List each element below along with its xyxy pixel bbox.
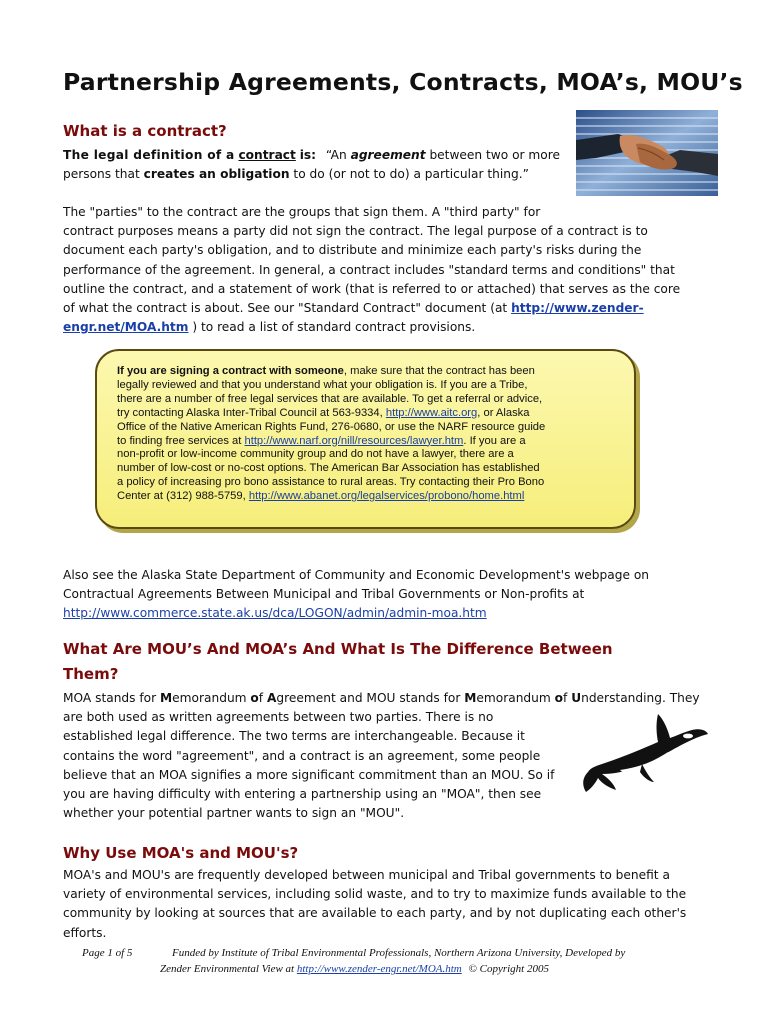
handshake-icon — [576, 110, 718, 196]
callout-line: legally reviewed and that you understand what your obligation is. If you are a Tribe, — [117, 378, 528, 391]
para-line7-end: ) to read a list of standard contract provisions. — [192, 320, 476, 335]
callout-line: try contacting Alaska Inter-Tribal Council at 563-9334, — [117, 406, 383, 419]
def-contract: contract — [238, 148, 296, 162]
page-number: Page 1 of 5 — [82, 947, 133, 959]
callout-line: , or Alaska — [477, 406, 530, 419]
aba-link[interactable]: http://www.abanet.org/legalservices/probono/home.html — [248, 490, 525, 503]
mou-line: whether your potential partner wants to sign an "MOU". — [63, 806, 405, 821]
text-run: M — [464, 691, 477, 705]
also-see-line: Also see the Alaska State Department of Community and Economic Development's webpage on — [63, 568, 650, 582]
also-see-paragraph — [63, 566, 713, 624]
para-line: document each party's obligation, and to distribute and minimize each party's risks during the — [63, 243, 642, 258]
text-run: nderstanding. They — [581, 691, 700, 705]
footer-copyright: © Copyright 2005 — [468, 963, 549, 975]
handshake-image — [576, 110, 718, 196]
para-line: performance of the agreement. In general, a contract includes "standard terms and conditions" that — [63, 262, 675, 277]
text-run: A — [266, 691, 277, 705]
orca-icon — [580, 712, 712, 796]
narf-link[interactable]: http://www.narf.org/nill/resources/lawyer.htm — [244, 434, 464, 447]
aitc-link[interactable]: http://www.aitc.org — [385, 406, 478, 419]
also-see-line: Contractual Agreements Between Municipal and Tribal Governments or Non-profits at — [63, 587, 585, 602]
text-run: o — [250, 691, 259, 705]
text-run: greement and MOU stands for — [276, 691, 465, 705]
contract-paragraph — [63, 203, 713, 337]
text-run: MOA stands for — [63, 691, 161, 705]
section-heading-mou-moa-cont: Them? — [63, 665, 119, 683]
para-line6-start: of what the contract is about. See our "Standard Contract" document (at — [63, 301, 508, 316]
def-line2-end: to do (or not to do) a particular thing.” — [293, 167, 529, 182]
text-run: M — [160, 691, 173, 705]
why-line: MOA's and MOU's are frequently developed between municipal and Tribal governments to benefit a — [63, 868, 670, 882]
def-creates: creates an obligation — [143, 167, 290, 182]
para-line: contract purposes means a party did not sign the contract. The legal purpose of a contract is to — [63, 224, 648, 239]
callout-line: , make sure that the contract has been — [343, 365, 535, 377]
callout-line: Office of the Native American Rights Fund, 276-0680, or use the NARF resource guide — [117, 420, 546, 433]
text-run: emorandum — [476, 691, 555, 705]
def-quote-open: “An — [325, 148, 347, 162]
callout-line: number of low-cost or no-cost options. The American Bar Association has established — [117, 462, 540, 475]
para-line: outline the contract, and a statement of work (that is referred to or attached) that serves as the core — [63, 281, 681, 296]
footer-link[interactable]: http://www.zender-engr.net/MOA.htm — [296, 963, 462, 975]
def-lead: The legal definition of a — [63, 148, 235, 162]
text-run: U — [571, 691, 582, 705]
def-is: is: — [299, 148, 317, 162]
callout-line: to finding free services at — [117, 434, 242, 447]
callout-line: Center at (312) 988-5759, — [117, 490, 246, 503]
callout-line: there are a number of free legal services that are available. To get a referral or advice, — [117, 392, 543, 405]
callout-line: non-profit or low-income community group and do not have a lawyer, there are a — [117, 448, 514, 461]
why-use-paragraph — [63, 866, 713, 943]
footer-funded: Funded by Institute of Tribal Environmental Professionals, Northern Arizona University, Developed by — [172, 947, 626, 959]
callout-bold-lead: If you are signing a contract with someone — [117, 365, 344, 377]
mou-line: you are having difficulty with entering a partnership using an "MOA", then see — [63, 787, 542, 802]
mou-line: believe that an MOA signifies a more significant commitment than an MOU. So if — [63, 767, 555, 782]
standard-contract-link-cont[interactable]: engr.net/MOA.htm — [63, 320, 189, 335]
text-run: o — [554, 691, 564, 705]
mou-line: contains the word "agreement", and a contract is an agreement, some people — [63, 748, 541, 763]
footer-line2-start: Zender Environmental View at — [160, 963, 295, 975]
section-heading-mou-moa: What Are MOU’s And MOA’s And What Is The Difference Between — [63, 640, 613, 658]
mou-line: are both used as written agreements between two parties. There is no — [63, 710, 494, 725]
text-run: f — [563, 691, 572, 705]
standard-contract-link[interactable]: http://www.zender- — [511, 301, 644, 316]
def-line2-start: persons that — [63, 167, 140, 182]
callout-line: a policy of increasing pro bono assistance to rural areas. Try contacting their Pro Bono — [117, 476, 545, 489]
why-line: community by looking at sources that are available to each party, and by not duplicating each other's — [63, 906, 687, 921]
para-line: The "parties" to the contract are the groups that sign them. A "third party" for — [63, 205, 541, 219]
mou-line: established legal difference. The two terms are interchangeable. Because it — [63, 729, 525, 744]
callout-text — [117, 365, 614, 504]
def-line1-end: between two or more — [429, 148, 561, 162]
callout-line: . If you are a — [463, 434, 526, 447]
page-title: Partnership Agreements, Contracts, MOA’s, MOU’s — [63, 68, 743, 96]
why-line: efforts. — [63, 925, 107, 940]
section-heading-why-use: Why Use MOA's and MOU's? — [63, 844, 299, 862]
text-run: f — [258, 691, 267, 705]
orca-image — [580, 712, 712, 796]
section-heading-what-is-contract: What is a contract? — [63, 122, 227, 140]
text-run: emorandum — [172, 691, 251, 705]
why-line: variety of environmental services, including solid waste, and to try to maximize funds available to the — [63, 887, 687, 902]
def-agreement: agreement — [350, 148, 426, 162]
commerce-link[interactable]: http://www.commerce.state.ak.us/dca/LOGON/admin/admin-moa.htm — [63, 606, 487, 621]
contract-definition — [63, 146, 583, 184]
